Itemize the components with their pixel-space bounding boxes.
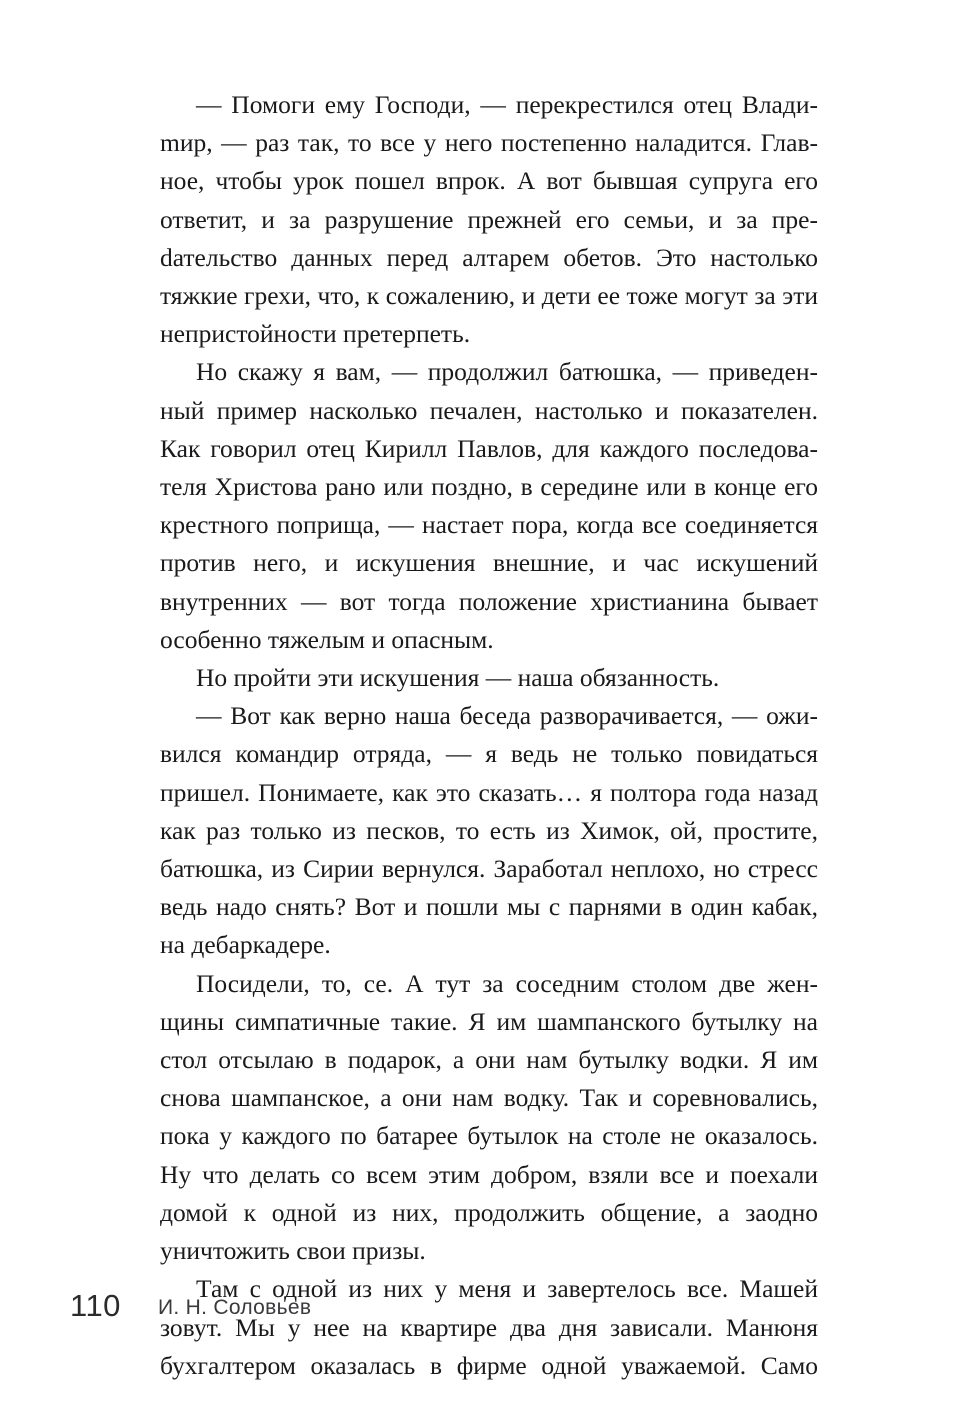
page-body-text	[160, 86, 818, 1385]
running-head-author: И. Н. Соловьев	[158, 1296, 312, 1319]
page-footer	[0, 1288, 970, 1334]
paragraph: Но скажу я вам, — продолжил батюшка, — приведенный пример насколько печален, настолько и показателен. Как говорил отец Кирилл Павлов, для каждого последователя Христова рано или поздно, в середине или в конце его крестного поприща, — настает пора, когда все соединяется против него, и искушения внешние, и час искушений внутренних — вот тогда положение христианина бывает особенно тяжелым и опасным.	[160, 357, 818, 654]
page-number: 110	[70, 1288, 121, 1323]
paragraph: Там с одной из них у меня и завертелось все. Машей зовут. Мы у нее на квартире два дня зависали. Манюня бухгалтером оказалась в фирме одной уважаемой. Само	[160, 1274, 818, 1380]
paragraph: — Вот как верно наша беседа разворачивается, — оживился командир отряда, — я ведь не только повидаться пришел. Понимаете, как это сказать… я полтора года назад как раз только из песков, то есть из Химок, ой, простите, батюшка, из Сирии вернулся. Заработал неплохо, но стресс ведь надо снять? Вот и пошли мы с парнями в один кабак, на дебаркадере.	[160, 701, 818, 960]
paragraph: — Помоги ему Господи, — перекрестился отец Владиmир, — раз так, то все у него постепенно наладится. Главное, чтобы урок пошел впрок. А вот бывшая супруга его ответит, и за разрушение прежней его семьи, и за преdательство данных перед алтарем обетов. Это настолько тяжкие грехи, что, к сожалению, и дети ее тоже могут за эти непристойности претерпеть.	[160, 90, 818, 349]
paragraph: Но пройти эти искушения — наша обязанность.	[196, 663, 720, 693]
paragraph: Посидели, то, се. А тут за соседним столом две женщины симпатичные такие. Я им шампанского бутылку на стол отсылаю в подарок, а они нам бутылку водки. Я им снова шампанское, а они нам водку. Так и соревновались, пока у каждого по батарее бутылок на столе не оказалось. Ну что делать со всем этим добром, взяли все и поехали домой к одной из них, продолжить общение, а заодно уничтожить свои призы.	[160, 968, 818, 1266]
